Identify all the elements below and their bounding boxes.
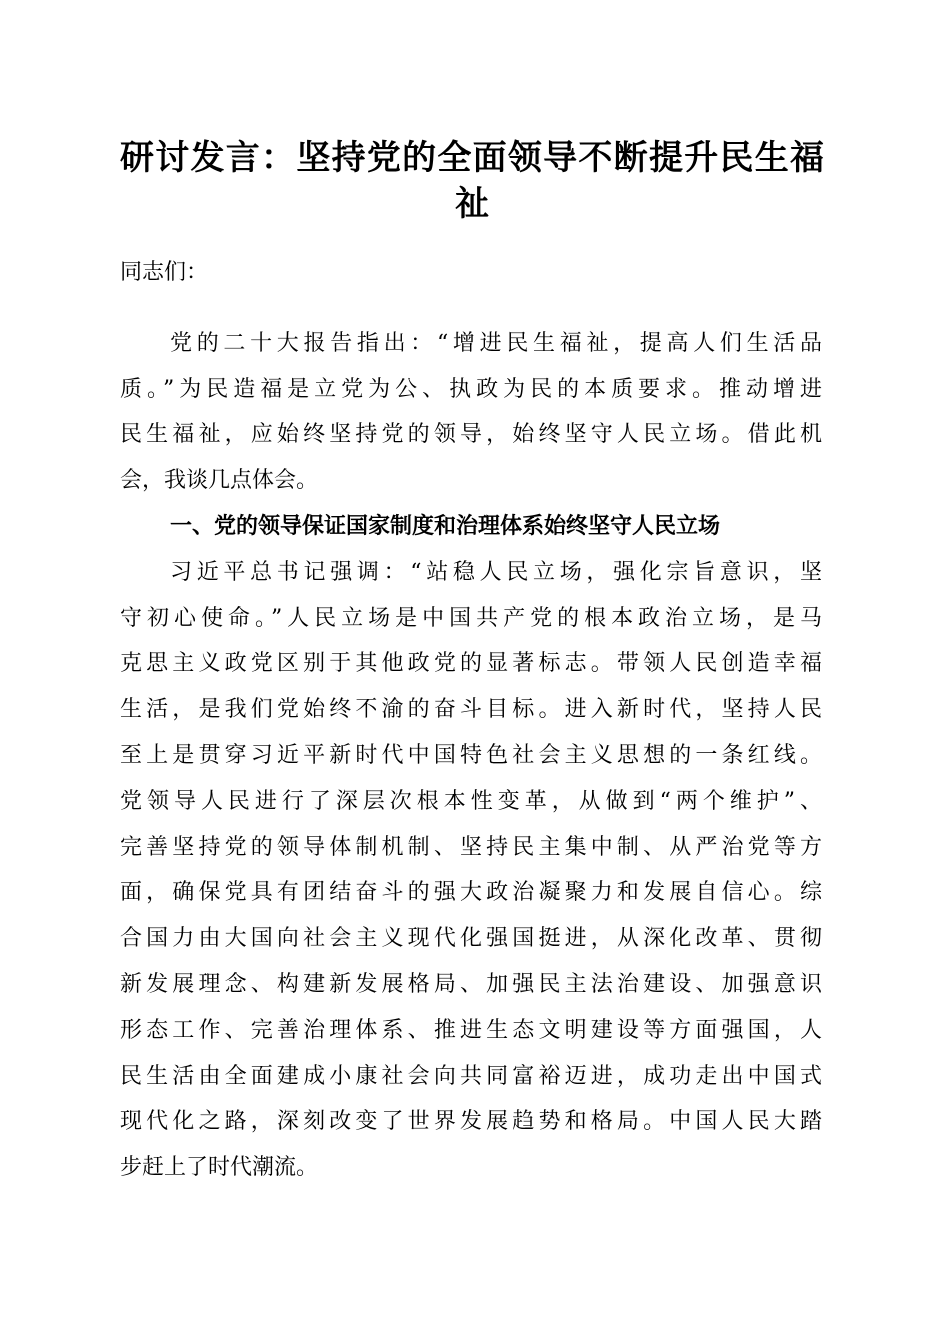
text-line: 党领导人民进行了深层次根本性变革，从做到“两个维护”、 bbox=[120, 788, 822, 814]
text-line: 一、党的领导保证国家制度和治理体系始终坚守人民立场 bbox=[170, 513, 721, 539]
text-line: 党的二十大报告指出：“增进民生福祉，提高人们生活品 bbox=[170, 330, 822, 356]
text-line: 现代化之路，深刻改变了世界发展趋势和格局。中国人民大踏 bbox=[120, 1109, 822, 1135]
text-line: 质。”为民造福是立党为公、执政为民的本质要求。推动增进 bbox=[120, 376, 822, 402]
text-line: 克思主义政党区别于其他政党的显著标志。带领人民创造幸福 bbox=[120, 651, 822, 677]
text-line: 生活，是我们党始终不渝的奋斗目标。进入新时代，坚持人民 bbox=[120, 697, 822, 723]
text-line: 面，确保党具有团结奋斗的强大政治凝聚力和发展自信心。综 bbox=[120, 880, 822, 906]
document-body bbox=[120, 250, 822, 1191]
paragraph bbox=[120, 550, 822, 1191]
section-heading bbox=[120, 504, 822, 550]
salutation: 同志们： bbox=[120, 260, 209, 285]
paragraph bbox=[120, 321, 822, 504]
title-line: 研讨发言：坚持党的全面领导不断提升民生福 bbox=[120, 138, 824, 178]
text-line: 民生福祉，应始终坚持党的领导，始终坚守人民立场。借此机 bbox=[120, 422, 822, 448]
text-line: 形态工作、完善治理体系、推进生态文明建设等方面强国，人 bbox=[120, 1017, 822, 1043]
text-line: 完善坚持党的领导体制机制、坚持民主集中制、从严治党等方 bbox=[120, 834, 822, 860]
document-title bbox=[120, 136, 824, 228]
title-line: 祉 bbox=[455, 184, 489, 224]
text-line: 新发展理念、构建新发展格局、加强民主法治建设、加强意识 bbox=[120, 971, 822, 997]
text-line: 步赶上了时代潮流。 bbox=[120, 1155, 319, 1181]
text-line: 合国力由大国向社会主义现代化强国挺进，从深化改革、贯彻 bbox=[120, 926, 822, 952]
text-line: 民生活由全面建成小康社会向共同富裕迈进，成功走出中国式 bbox=[120, 1063, 822, 1089]
text-line: 习近平总书记强调：“站稳人民立场，强化宗旨意识，坚 bbox=[170, 559, 822, 585]
text-line: 至上是贯穿习近平新时代中国特色社会主义思想的一条红线。 bbox=[120, 742, 822, 768]
text-line: 守初心使命。”人民立场是中国共产党的根本政治立场，是马 bbox=[120, 605, 822, 631]
text-line: 会，我谈几点体会。 bbox=[120, 468, 319, 494]
